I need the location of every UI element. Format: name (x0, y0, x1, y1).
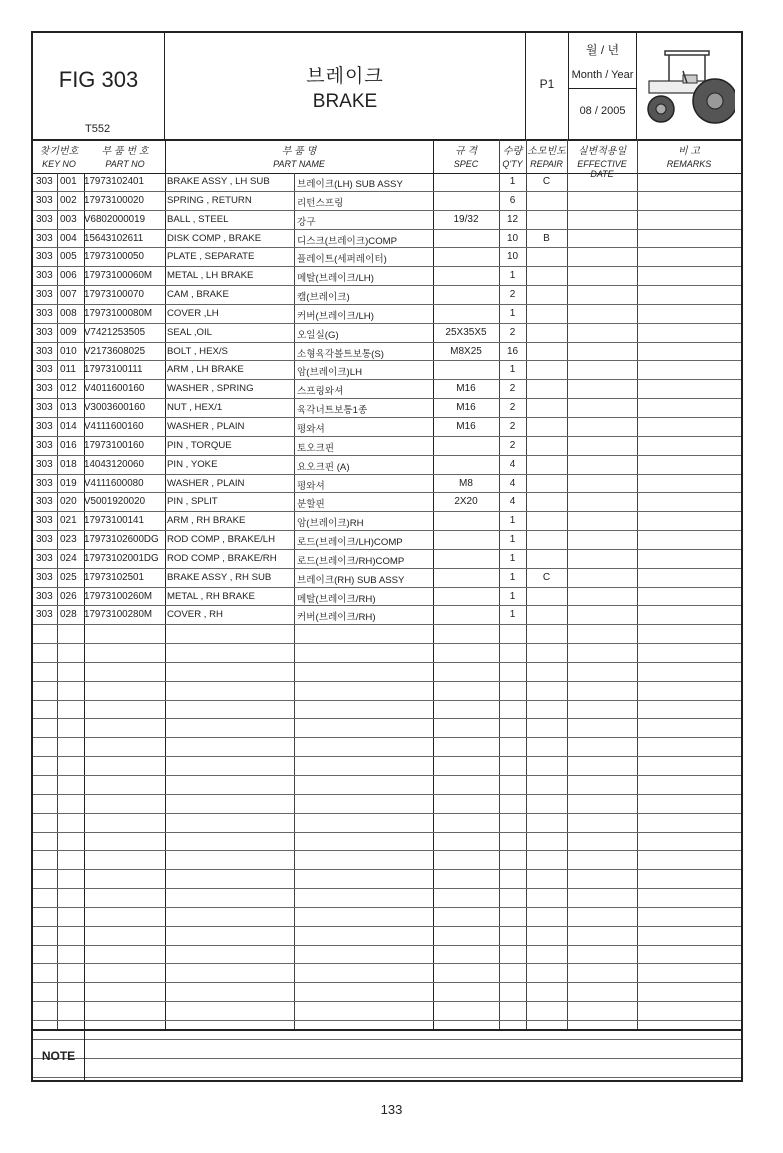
cell-name-ko: 디스크(브레이크)COMP (297, 235, 398, 247)
cell-qty: 2 (509, 420, 516, 432)
cell-qty: 12 (506, 213, 519, 225)
cell-name-ko: 브레이크(RH) SUB ASSY (297, 574, 405, 586)
cell-qty: 4 (509, 458, 516, 470)
cell-fig: 303 (36, 213, 53, 225)
cell-qty: 1 (509, 534, 516, 546)
cell-key: 014 (60, 420, 77, 432)
cell-fig: 303 (36, 609, 53, 621)
cell-key: 001 (60, 176, 77, 187)
col-part-name: 부 품 명 PART NAME (273, 146, 325, 169)
date-value: 08 / 2005 (579, 105, 626, 117)
cell-fig: 303 (36, 439, 53, 451)
cell-part-no: V4111600160 (84, 420, 144, 432)
cell-spec: 19/32 (453, 213, 479, 225)
cell-key: 025 (60, 571, 77, 583)
col-spec: 규 격 SPEC (453, 146, 479, 169)
fig-cell (33, 33, 165, 139)
cell-key: 021 (60, 515, 77, 527)
cell-part-no: 17973100141 (84, 515, 144, 527)
table-row (33, 475, 741, 494)
table-row (33, 305, 741, 324)
cell-qty: 1 (509, 364, 516, 376)
cell-key: 003 (60, 213, 77, 225)
table-row (33, 456, 741, 475)
tractor-image-cell (637, 33, 741, 139)
cell-part-no: 17973102501 (84, 571, 144, 583)
cell-fig: 303 (36, 496, 53, 508)
cell-qty: 1 (509, 590, 516, 602)
cell-name-en: BALL , STEEL (167, 213, 229, 225)
note-label: NOTE (33, 1031, 85, 1082)
fig-title: FIG 303 (58, 67, 139, 92)
cell-key: 011 (60, 364, 76, 376)
cell-name-en: METAL , LH BRAKE (167, 270, 254, 282)
cell-part-no: 17973100260M (84, 590, 153, 602)
cell-qty: 2 (509, 402, 516, 414)
cell-qty: 1 (509, 515, 516, 527)
cell-name-en: COVER ,LH (167, 307, 219, 319)
table-row (33, 908, 741, 927)
table-row (33, 964, 741, 983)
table-row (33, 625, 741, 644)
table-row (33, 361, 741, 380)
cell-name-en: BRAKE ASSY , RH SUB (167, 571, 272, 583)
cell-part-no: 17973100020 (84, 194, 144, 206)
cell-key: 005 (60, 251, 77, 263)
table-row (33, 776, 741, 795)
cell-part-no: 17973100111 (84, 364, 143, 376)
date-label-english: Month / Year (571, 69, 634, 81)
table-row (33, 512, 741, 531)
table-row (33, 230, 741, 249)
note-area (33, 1029, 741, 1082)
cell-name-ko: 메탈(브레이크/LH) (297, 273, 374, 285)
table-row (33, 1002, 741, 1021)
cell-name-en: DISK COMP , BRAKE (167, 232, 262, 244)
sheet-header (33, 33, 741, 141)
cell-name-ko: 메탈(브레이크/RH) (297, 593, 376, 605)
cell-repair: C (542, 176, 551, 187)
cell-name-ko: 오일실(G) (297, 329, 339, 341)
title-korean: 브레이크 (306, 66, 384, 87)
cell-name-en: PIN , TORQUE (167, 439, 232, 451)
cell-key: 002 (60, 194, 77, 206)
cell-key: 012 (60, 383, 77, 395)
cell-name-ko: 커버(브레이크/RH) (297, 612, 376, 624)
cell-name-ko: 요오크핀 (A) (297, 461, 350, 473)
cell-fig: 303 (36, 364, 53, 376)
cell-part-no: 17973100080M (84, 307, 153, 319)
cell-name-ko: 육각너트보통1종 (297, 405, 368, 417)
cell-fig: 303 (36, 515, 53, 527)
cell-name-ko: 로드(브레이크/LH)COMP (297, 537, 403, 549)
table-row (33, 173, 741, 192)
model-code: T552 (85, 123, 111, 135)
cell-fig: 303 (36, 345, 53, 357)
cell-qty: 4 (509, 477, 516, 489)
cell-qty: 1 (509, 571, 516, 583)
table-row (33, 738, 741, 757)
table-row (33, 550, 741, 569)
table-row (33, 814, 741, 833)
cell-name-ko: 소형육각볼트보통(S) (297, 348, 384, 360)
table-row (33, 606, 741, 625)
table-row (33, 663, 741, 682)
cell-fig: 303 (36, 251, 53, 263)
cell-key: 004 (60, 232, 77, 244)
cell-key: 020 (60, 496, 77, 508)
cell-spec: M8 (459, 477, 473, 489)
cell-name-en: SEAL ,OIL (167, 326, 212, 338)
table-row (33, 493, 741, 512)
cell-part-no: 17973100280M (84, 609, 153, 621)
cell-qty: 1 (509, 307, 516, 319)
cell-key: 006 (60, 270, 77, 282)
table-row (33, 380, 741, 399)
cell-part-no: V6802000019 (84, 213, 146, 225)
cell-fig: 303 (36, 194, 53, 206)
cell-name-ko: 평와셔 (297, 423, 325, 435)
table-row (33, 870, 741, 889)
table-row (33, 644, 741, 663)
cell-part-no: 17973102401 (84, 176, 144, 187)
cell-key: 028 (60, 609, 77, 621)
cell-name-en: PLATE , SEPARATE (167, 251, 255, 263)
cell-name-ko: 토오크핀 (297, 442, 335, 454)
cell-repair: B (543, 232, 550, 244)
cell-qty: 2 (509, 383, 516, 395)
cell-name-en: ARM , LH BRAKE (167, 364, 244, 376)
table-row (33, 267, 741, 286)
cell-part-no: 17973100070 (84, 289, 144, 301)
cell-spec: M16 (456, 420, 476, 432)
table-row (33, 399, 741, 418)
title-english: BRAKE (312, 91, 378, 112)
cell-name-en: WASHER , PLAIN (167, 477, 245, 489)
cell-qty: 10 (506, 251, 519, 263)
cell-name-ko: 암(브레이크)LH (297, 367, 362, 379)
cell-name-en: NUT , HEX/1 (167, 402, 223, 414)
cell-part-no: 17973102600DG (84, 534, 159, 546)
cell-name-ko: 강구 (297, 216, 316, 228)
page-label: P1 (539, 77, 555, 91)
table-row (33, 851, 741, 870)
cell-spec: 2X20 (454, 496, 478, 508)
cell-key: 019 (60, 477, 77, 489)
cell-part-no: 17973100160 (84, 439, 144, 451)
table-row (33, 324, 741, 343)
cell-part-no: V5001920020 (84, 496, 146, 508)
cell-qty: 10 (506, 232, 519, 244)
cell-spec: 25X35X5 (445, 326, 487, 338)
date-cell (569, 33, 637, 139)
page-number: 133 (380, 1102, 403, 1117)
cell-name-ko: 암(브레이크)RH (297, 518, 364, 530)
page-cell (526, 33, 569, 139)
cell-fig: 303 (36, 477, 53, 489)
cell-key: 024 (60, 552, 77, 564)
cell-fig: 303 (36, 289, 53, 301)
cell-qty: 2 (509, 326, 516, 338)
cell-key: 010 (60, 345, 77, 357)
table-row (33, 889, 741, 908)
cell-name-ko: 분할핀 (297, 499, 325, 511)
cell-qty: 1 (509, 176, 516, 187)
cell-name-en: CAM , BRAKE (167, 289, 229, 301)
cell-fig: 303 (36, 383, 53, 395)
table-row (33, 286, 741, 305)
cell-name-en: BRAKE ASSY , LH SUB (167, 176, 270, 187)
cell-fig: 303 (36, 458, 53, 470)
cell-name-en: SPRING , RETURN (167, 194, 252, 206)
table-row (33, 682, 741, 701)
cell-name-ko: 커버(브레이크/LH) (297, 310, 374, 322)
table-row (33, 795, 741, 814)
col-part-no: 부 품 번 호 PART NO (101, 146, 149, 169)
cell-part-no: V4011600160 (84, 383, 145, 395)
table-row (33, 719, 741, 738)
cell-name-ko: 브레이크(LH) SUB ASSY (297, 179, 403, 190)
cell-spec: M16 (456, 402, 476, 414)
cell-qty: 1 (509, 552, 516, 564)
cell-fig: 303 (36, 326, 53, 338)
cell-name-en: WASHER , PLAIN (167, 420, 245, 432)
cell-qty: 6 (509, 194, 516, 206)
cell-name-ko: 캠(브레이크) (297, 292, 350, 304)
cell-key: 018 (60, 458, 77, 470)
cell-fig: 303 (36, 571, 53, 583)
cell-qty: 4 (509, 496, 516, 508)
table-row (33, 437, 741, 456)
cell-name-en: ROD COMP , BRAKE/RH (167, 552, 277, 564)
cell-name-ko: 평와셔 (297, 480, 325, 492)
table-row (33, 946, 741, 965)
cell-part-no: 15643102611 (84, 232, 144, 244)
table-row (33, 343, 741, 362)
cell-fig: 303 (36, 176, 53, 187)
table-row (33, 983, 741, 1002)
table-row (33, 248, 741, 267)
col-effective-date: 실변적용일 EFFECTIVE DATE (577, 146, 627, 179)
cell-key: 013 (60, 402, 77, 414)
cell-fig: 303 (36, 590, 53, 602)
tractor-icon (643, 45, 735, 125)
cell-key: 007 (60, 289, 77, 301)
cell-qty: 1 (509, 609, 516, 621)
cell-qty: 2 (509, 439, 516, 451)
table-row (33, 569, 741, 588)
parts-table-body (33, 173, 741, 1078)
table-row (33, 757, 741, 776)
cell-name-en: BOLT , HEX/S (167, 345, 228, 357)
cell-fig: 303 (36, 402, 53, 414)
table-row (33, 418, 741, 437)
parts-sheet (31, 31, 743, 1082)
cell-part-no: 17973100060M (84, 270, 153, 282)
date-label-korean: 월 / 년 (585, 43, 620, 57)
cell-name-en: ARM , RH BRAKE (167, 515, 246, 527)
cell-fig: 303 (36, 232, 53, 244)
cell-spec: M8X25 (450, 345, 482, 357)
cell-key: 023 (60, 534, 77, 546)
cell-name-en: ROD COMP , BRAKE/LH (167, 534, 276, 546)
table-row (33, 701, 741, 720)
cell-key: 016 (60, 439, 77, 451)
cell-part-no: V3003600160 (84, 402, 146, 414)
cell-name-en: WASHER , SPRING (167, 383, 254, 395)
cell-qty: 1 (509, 270, 516, 282)
cell-fig: 303 (36, 270, 53, 282)
cell-part-no: 17973100050 (84, 251, 144, 263)
cell-name-ko: 리턴스프링 (297, 197, 344, 209)
table-row (33, 927, 741, 946)
table-row (33, 531, 741, 550)
cell-name-ko: 플레이트(세퍼레이터) (297, 254, 387, 266)
col-remarks: 비 고 REMARKS (666, 146, 712, 169)
cell-name-ko: 로드(브레이크/RH)COMP (297, 555, 405, 567)
cell-part-no: 14043120060 (84, 458, 144, 470)
title-cell (165, 33, 526, 139)
col-key: 찾기번호 KEY NO (39, 146, 79, 169)
cell-fig: 303 (36, 420, 53, 432)
col-repair: 소모빈도 REPAIR (527, 146, 566, 169)
cell-part-no: V7421253505 (84, 326, 146, 338)
cell-name-ko: 스프링와셔 (297, 386, 344, 398)
cell-key: 008 (60, 307, 77, 319)
table-row (33, 588, 741, 607)
cell-part-no: 17973102001DG (84, 552, 159, 564)
cell-fig: 303 (36, 534, 53, 546)
cell-key: 009 (60, 326, 77, 338)
cell-part-no: V4111600080 (84, 477, 144, 489)
cell-name-en: PIN , YOKE (167, 458, 218, 470)
cell-repair: C (542, 571, 551, 583)
cell-qty: 16 (506, 345, 519, 357)
cell-key: 026 (60, 590, 77, 602)
column-headers (33, 139, 741, 179)
table-row (33, 192, 741, 211)
cell-part-no: V2173608025 (84, 345, 146, 357)
cell-name-en: COVER , RH (167, 609, 223, 621)
cell-spec: M16 (456, 383, 476, 395)
cell-name-en: PIN , SPLIT (167, 496, 218, 508)
cell-fig: 303 (36, 307, 53, 319)
table-row (33, 211, 741, 230)
cell-fig: 303 (36, 552, 53, 564)
cell-name-en: METAL , RH BRAKE (167, 590, 255, 602)
col-qty: 수량 Q'TY (502, 146, 523, 169)
table-row (33, 833, 741, 852)
cell-qty: 2 (509, 289, 516, 301)
